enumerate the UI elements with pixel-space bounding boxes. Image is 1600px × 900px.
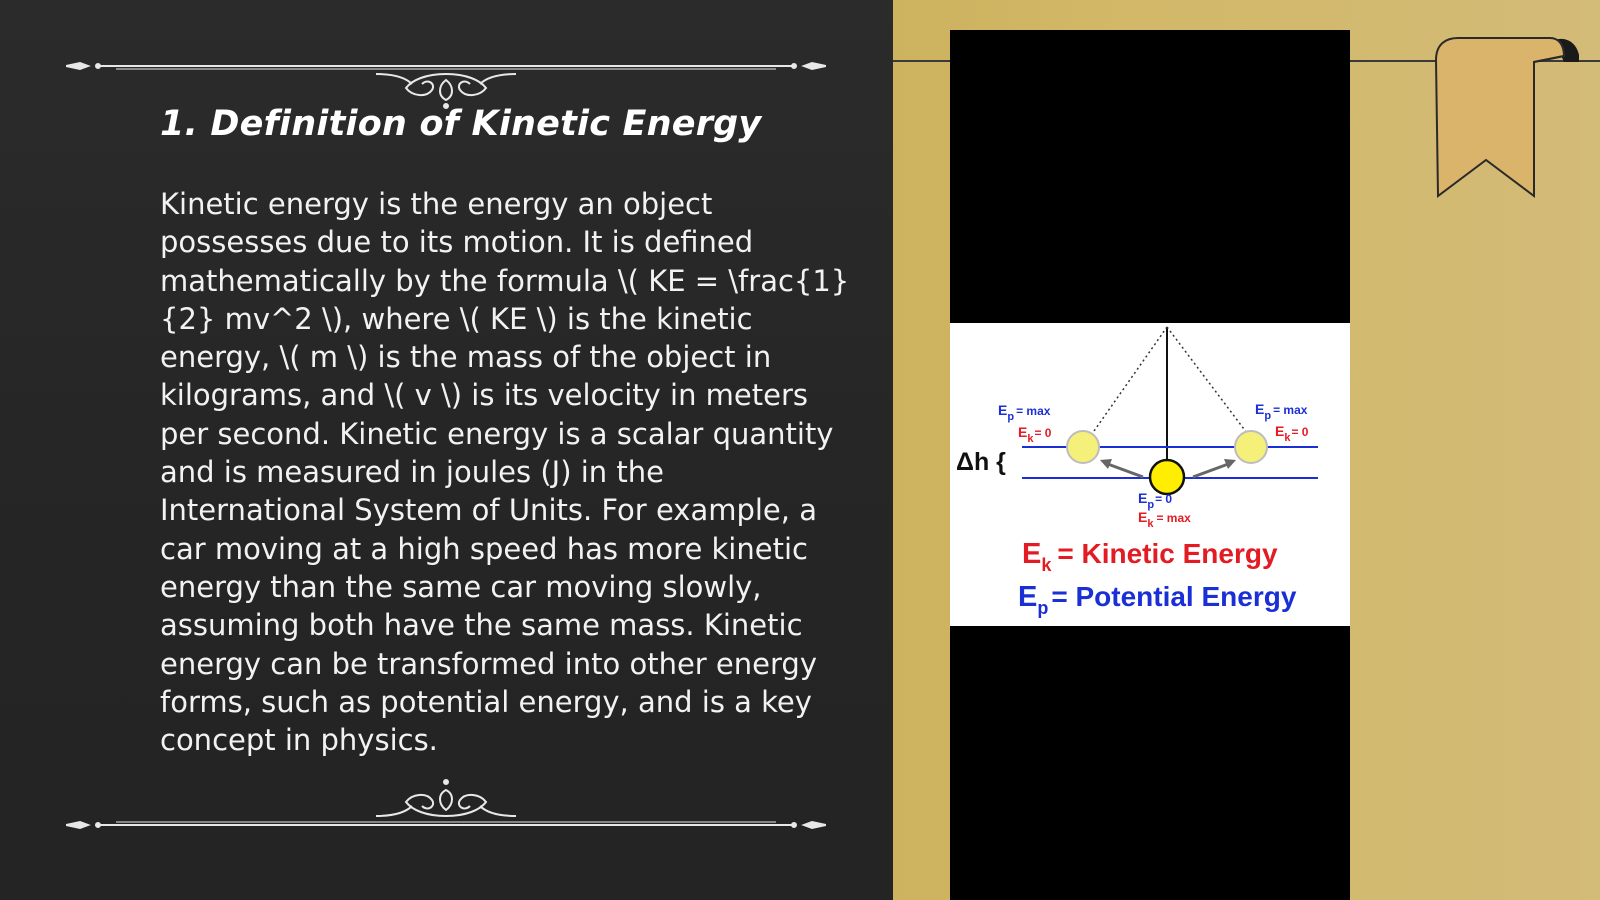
swing-arrow-right: [1193, 463, 1231, 477]
bob-right: [1235, 431, 1267, 463]
divider-line: [1350, 60, 1436, 62]
bottom-ornament-divider: [66, 770, 826, 840]
label-left-ep: $E_p = \max$: [998, 402, 1051, 423]
bob-center: [1150, 460, 1184, 494]
divider-line: [893, 60, 951, 62]
label-right-ek: $E_k= 0$: [1275, 423, 1309, 444]
label-left-ek: $E_k= 0$: [1018, 424, 1052, 445]
pendulum-string-left: [1087, 327, 1167, 441]
body-paragraph: Kinetic energy is the energy an object possesses due to its motion. It is defined mathematically by the formula \( KE = \frac{1}{2} mv^2 \), where \( KE \) is the kinetic energy, \( m \) is the mass of the object in kilograms, and \( v \) is its velocity in meters per second. Kinetic energy is a scalar quantity and is measured in joules (J) in the International System of Units. For example, a car moving at a high speed has more kinetic energy than the same car moving slowly, assuming both have the same mass. Kinetic energy can be transformed into other energy forms, such as potential energy, and is a key concept in physics.: [160, 187, 850, 758]
label-right-ep: $E_p = \max$: [1255, 401, 1308, 422]
legend-potential: $E_p$ = Potential Energy: [1018, 581, 1297, 618]
delta-h-label: Δh {: [956, 448, 1006, 476]
swing-arrow-left: [1105, 463, 1143, 477]
label-bottom-ek: $E_k = \max$: [1138, 509, 1191, 530]
pendulum-string-right: [1167, 327, 1253, 441]
pendulum-energy-diagram: [950, 323, 1350, 626]
legend-kinetic: $E_k$ = Kinetic Energy: [1022, 538, 1278, 575]
bookmark-ribbon-icon: [1434, 36, 1579, 200]
slide-title: 1. Definition of Kinetic Energy: [160, 104, 762, 144]
label-bottom-ep: $E_p= 0$: [1138, 490, 1173, 511]
bob-left: [1067, 431, 1099, 463]
